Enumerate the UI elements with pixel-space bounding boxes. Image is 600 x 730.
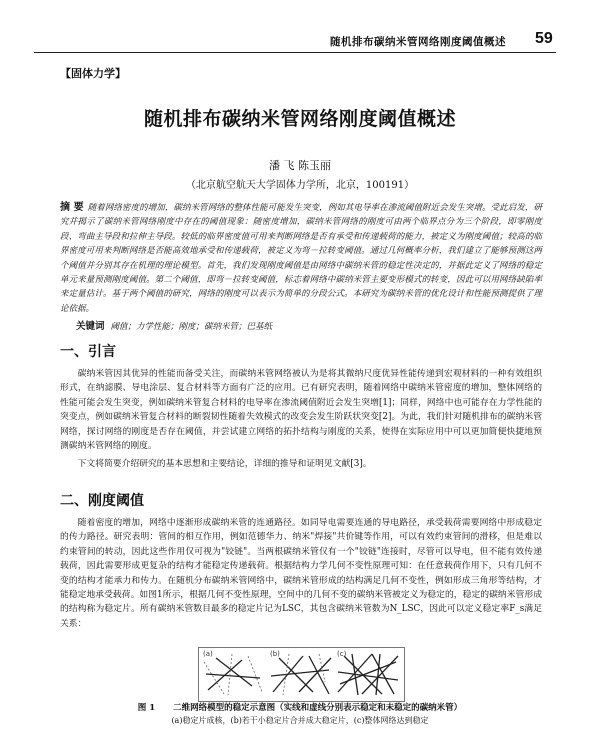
intro-paragraph-1: 碳纳米管因其优异的性能而备受关注，而碳纳米管网络被认为是将其微纳尺度优异性能传递到宏观材料的一种有效组织形式，在纳滤膜、导电涂层、复合材料等方面有广泛的应用。已有研究表明，随着网络中碳纳米管密度的增加，整体网络的性能可能会发生突变，例如碳纳米管复合材料的电导率在渗流阈值附近会发生突增[1]；同样，网络中也可能存在力学性能的突变点，例如碳纳米管复合材料的断裂韧性随着失效模式的改变会发生阶跃状突变[2]。为此，我们针对随机排布的碳纳米管网络，探讨网络的刚度是否存在阈值，并尝试建立网络的拓扑结构与刚度的关系，使得在实际应用中可以更加简便快捷地预测碳纳米管网络的刚度。 bbox=[60, 369, 542, 452]
figure-caption-text: 二维网络模型的稳定示意图（实线和虚线分别表示稳定和未稳定的碳纳米管） bbox=[173, 703, 463, 713]
keywords-text: 阈值；力学性能；刚度；碳纳米管；巴基纸 bbox=[110, 322, 273, 332]
panel-label-b: (b) bbox=[270, 650, 280, 658]
section-heading-stiffness-threshold: 二、刚度阈值 bbox=[60, 493, 144, 509]
authors: 潘 飞 陈玉丽 bbox=[269, 159, 331, 172]
abstract-label: 摘 要 bbox=[60, 202, 84, 213]
figure-panel-c bbox=[336, 652, 400, 697]
threshold-paragraph-1: 随着密度的增加，网络中逐渐形成碳纳米管的连通路径。如同导电需要连通的导电路径，承受载荷需要网络中形成稳定的传力路径。研究表明：管间的相互作用，例如范德华力、纳米"焊接"共价键等作用，可以有效约束管间的滑移，但是难以约束管间的转动，因此这些作用仅可视为"铰链"。当两根碳纳米管仅有一个"铰链"连接时，尽管可以导电，但不能有效传递载荷，因此需要形成更复杂的结构才能稳定传递载荷。根据结构力学几何不变性原理可知：在任意载荷作用下，只有几何不变的结构才能承力和传力。在随机分布碳纳米管网络中，碳纳米管形成的结构满足几何不变性，例如形成三角形等结构，才能稳定地承受载荷。如图1所示，根据几何不变性原理，空间中的几何不变的碳纳米管被定义为稳定的，稳定的碳纳米管形成的结构称为稳定片。所有碳纳米管数目最多的稳定片记为LSC，其包含碳纳米管数为N_LSC，因此可以定义稳定率F_s满足关系： bbox=[60, 518, 542, 629]
panel-label-a: (a) bbox=[203, 650, 213, 658]
keywords-label: 关键词 bbox=[76, 321, 105, 332]
figure-1 bbox=[198, 647, 405, 702]
network-diagram-c bbox=[336, 652, 400, 697]
page-number: 59 bbox=[535, 30, 553, 47]
panel-label-c: (c) bbox=[337, 650, 347, 658]
affiliation: （北京航空航天大学固体力学所，北京，100191） bbox=[185, 180, 415, 191]
header-rule bbox=[34, 52, 556, 53]
figure-panel-b bbox=[269, 652, 333, 697]
running-head: 随机排布碳纳米管网络刚度阈值概述 bbox=[330, 36, 506, 48]
network-diagram-b bbox=[269, 652, 333, 697]
paper-title: 随机排布碳纳米管网络刚度阈值概述 bbox=[143, 108, 456, 130]
figure-caption bbox=[0, 701, 600, 713]
figure-number: 图 1 bbox=[137, 703, 156, 713]
abstract-text: 随着网络密度的增加，碳纳米管网络的整体性能可能发生突变，例如其电导率在渗流阈值附近会发生突增。受此启发，研究并揭示了碳纳米管网络刚度中存在的阈值现象：随密度增加，碳纳米管网络的刚度可由两个临界点分为三个阶段，即零刚度段、弯曲主导段和拉伸主导段。较低的临界密度值可用来判断网络是否有承受和传递载荷的能力，被定义为刚度阈值；较高的临界密度可用来判断网络是否能高效地承受和传递载荷，被定义为弯－拉转变阈值。通过几何概率分析，我们建立了能够预测这两个阈值并分别其存在机理的理论模型。首先，我们发现刚度阈值是由网络中碳纳米管的稳定性决定的，并据此定义了网络的稳定单元来量预测刚度阈值。第二个阈值，即弯－拉转变阈值，标志着网络中碳纳米管主要变形模式的转变，因此可以用网络缺陷率来定量估计。基于两个阈值的研究，网络的刚度可以表示为简单的分段公式。本研究为碳纳米管的优化设计和性能预测提供了理论依据。 bbox=[60, 203, 542, 314]
figure-panel-a bbox=[202, 652, 266, 697]
abstract bbox=[60, 201, 542, 314]
section-heading-introduction: 一、引言 bbox=[60, 344, 116, 360]
keywords bbox=[76, 318, 546, 332]
figure-subcaption: (a)稳定片成核，(b)若干小稳定片合并成大稳定片，(c)整体网络达到稳定 bbox=[171, 716, 429, 725]
network-diagram-a bbox=[202, 652, 266, 697]
intro-paragraph-2: 下文将简要介绍研究的基本思想和主要结论，详细的推导和证明见文献[3]。 bbox=[77, 459, 372, 469]
section-tag: 【固体力学】 bbox=[60, 67, 126, 80]
